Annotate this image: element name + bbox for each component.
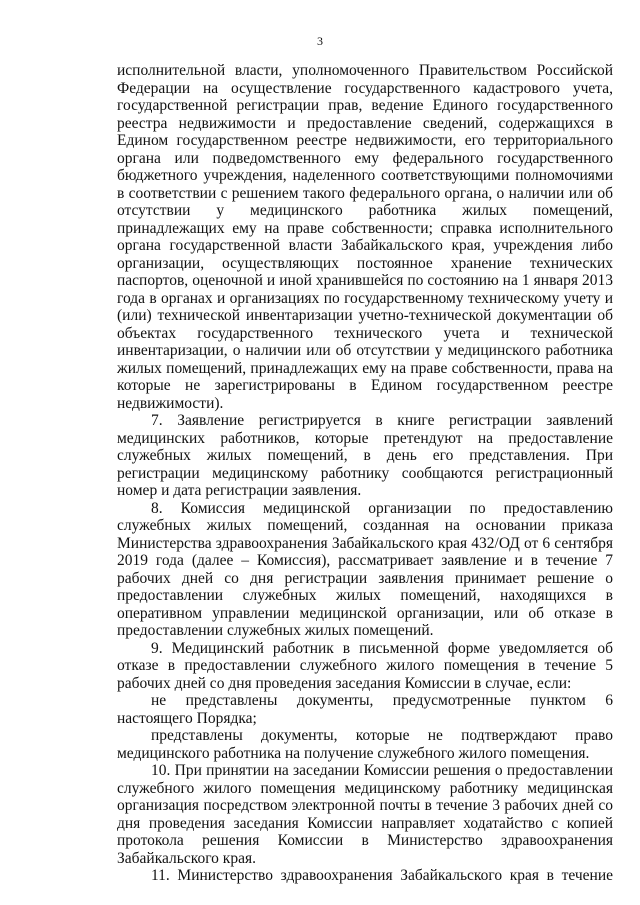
paragraph-8: 8. Комиссия медицинской организации по предоставлению служебных жилых помещений, созданная на основании приказа Министерства здравоохранения Забайкальского края 432/ОД от 6 сентября 2019 года (далее – Комиссия), рассматривает заявление и в течение 7 рабочих дней со дня регистрации заявления принимает решение о предоставлении служебных жилых помещений, находящихся в оперативном управлении медицинской организации, или об отказе в предоставлении служебных жилых помещений. [117, 499, 613, 639]
paragraph-11: 11. Министерство здравоохранения Забайкальского края в течение [151, 867, 613, 884]
paragraph-9-item-2: представлены документы, которые не подтверждают право медицинского работника на получение служебного жилого помещения. [117, 727, 613, 762]
paragraph-7: 7. Заявление регистрируется в книге регистрации заявлений медицинских работников, которые претендуют на предоставление служебных жилых помещений, в день его представления. При регистрации медицинскому работнику сообщаются регистрационный номер и дата регистрации заявления. [117, 412, 613, 499]
paragraph-9: 9. Медицинский работник в письменной форме уведомляется об отказе в предоставлении служебного жилого помещения в течение 5 рабочих дней со дня проведения заседания Комиссии в случае, если: [117, 639, 613, 692]
paragraph-continuation: исполнительной власти, уполномоченного Правительством Российской Федерации на осуществление государственного кадастрового учета, государственной регистрации прав, ведение Единого государственного реестра недвижимости и предоставление сведений, содержащихся в Едином государственном реестре недвижимости, его территориального органа или подведомственного ему федерального государственного бюджетного учреждения, наделенного соответствующими полномочиями в соответствии с решением такого федерального органа, о наличии или об отсутствии у медицинского работника жилых помещений, принадлежащих ему на праве собственности; справка исполнительного органа государственной власти Забайкальского края, учреждения либо организации, осуществляющих постоянное хранение технических паспортов, оценочной и иной хранившейся по состоянию на 1 января 2013 года в органах и организациях по государственному техническому учету и (или) технической инвентаризации учетно-технической документации об объектах государственного технического учета и технической инвентаризации, о наличии или об отсутствии у медицинского работника жилых помещений, принадлежащих ему на праве собственности, права на которые не зарегистрированы в Едином государственном реестре недвижимости). [117, 62, 613, 412]
paragraph-9-item-1: не представлены документы, предусмотренные пунктом 6 настоящего Порядка; [117, 692, 613, 727]
page-number: 3 [317, 34, 323, 48]
paragraph-10: 10. При принятии на заседании Комиссии решения о предоставлении служебного жилого помещения медицинскому работнику медицинская организация посредством электронной почты в течение 3 рабочих дней со дня проведения заседания Комиссии направляет ходатайство с копией протокола решения Комиссии в Министерство здравоохранения Забайкальского края. [117, 762, 613, 867]
document-body [117, 62, 613, 885]
